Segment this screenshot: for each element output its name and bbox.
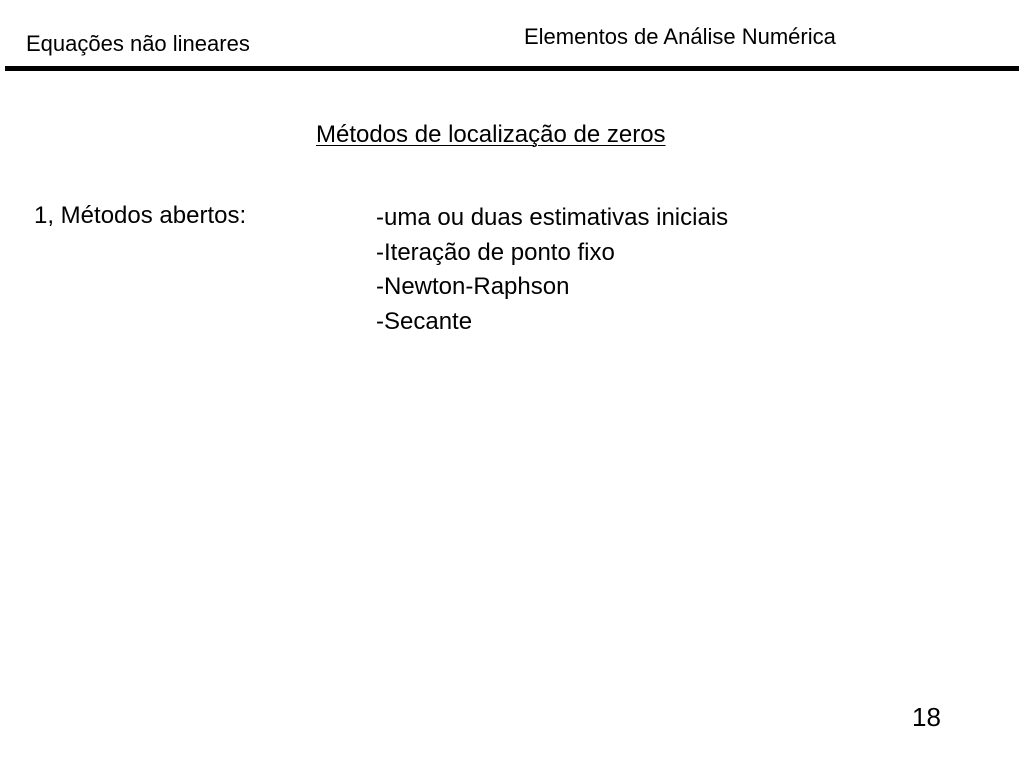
list-item: -uma ou duas estimativas iniciais	[376, 204, 729, 231]
method-list	[376, 201, 728, 339]
list-item: -Secante	[376, 307, 473, 335]
section-label: 1, Métodos abertos:	[34, 202, 247, 229]
slide-title: Métodos de localização de zeros	[316, 121, 666, 148]
header-right-title: Elementos de Análise Numérica	[524, 24, 836, 49]
header-left-title: Equações não lineares	[26, 31, 250, 56]
list-item: -Iteração de ponto fixo	[376, 238, 615, 266]
list-item: -Newton-Raphson	[376, 273, 570, 300]
page-number: 18	[912, 702, 941, 732]
header-divider	[5, 66, 1019, 71]
